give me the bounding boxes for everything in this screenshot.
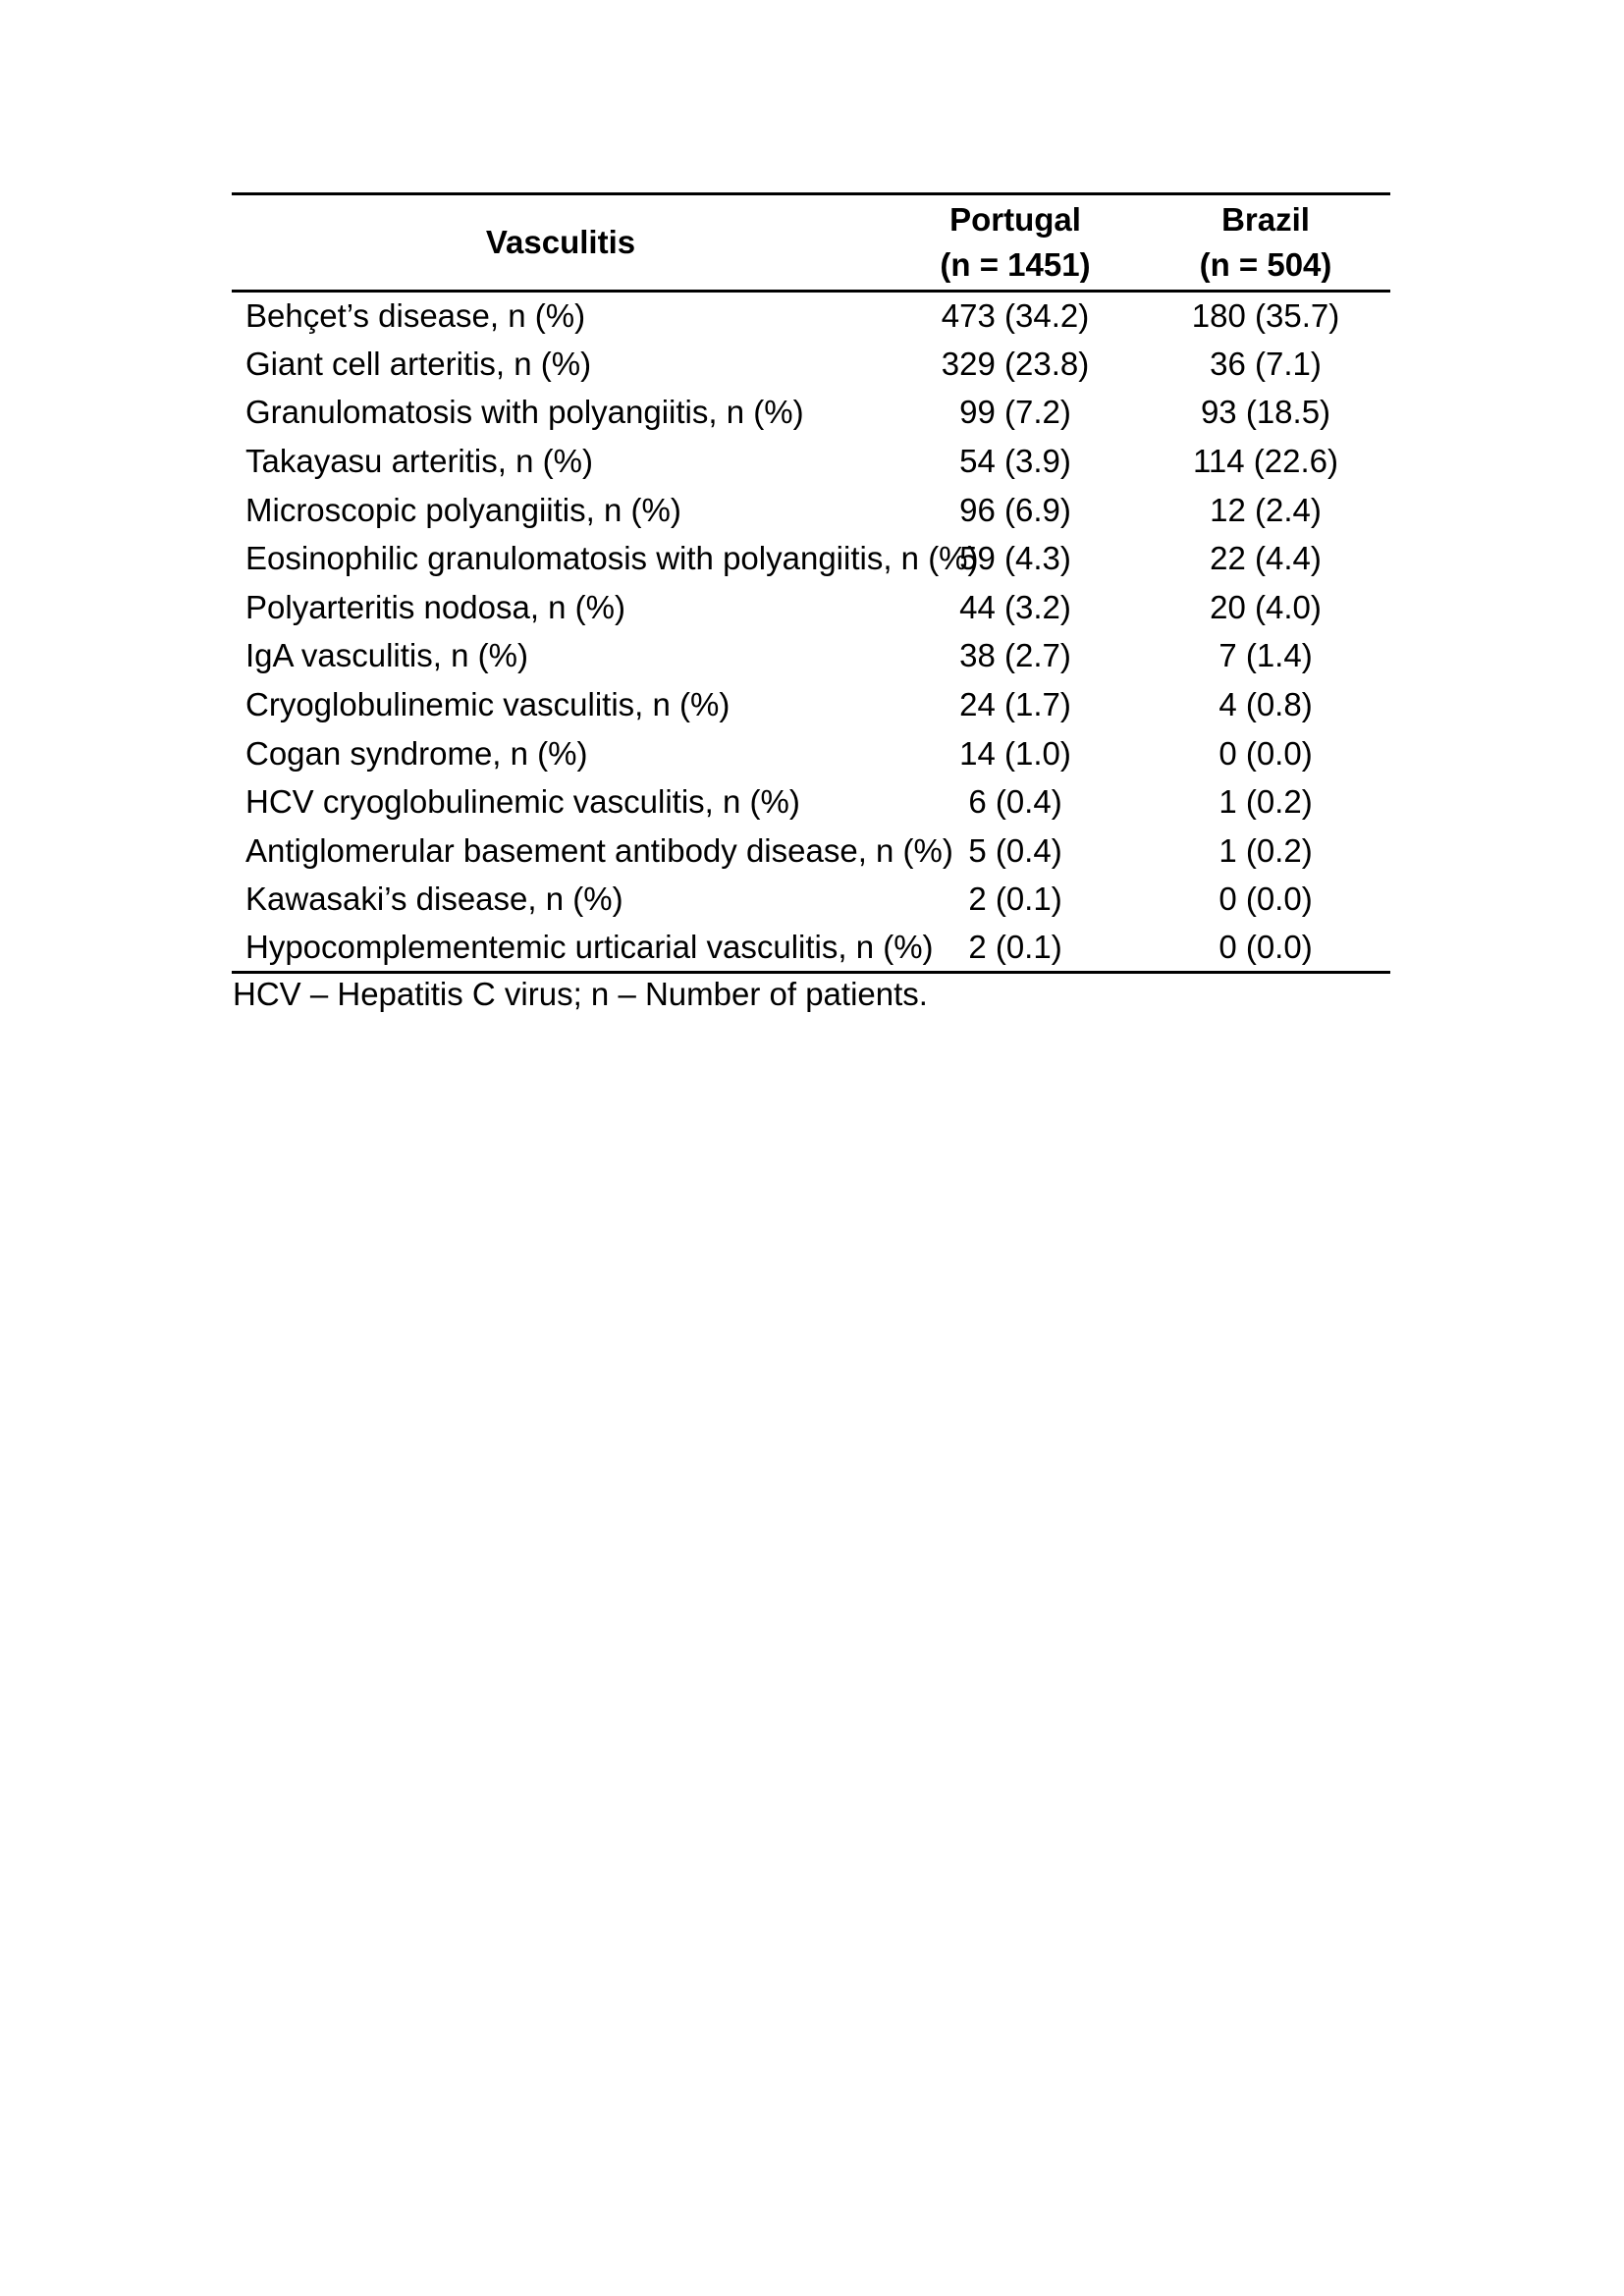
vasculitis-type: Antiglomerular basement antibody disease, n (%) bbox=[245, 831, 953, 869]
table-row bbox=[232, 876, 1390, 925]
vasculitis-type: Cryoglobulinemic vasculitis, n (%) bbox=[245, 686, 731, 723]
column-header-portugal-n: (n = 1451) bbox=[940, 246, 1091, 283]
vasculitis-type: Cogan syndrome, n (%) bbox=[245, 734, 588, 772]
brazil-value: 0 (0.0) bbox=[1218, 881, 1313, 918]
portugal-value: 5 (0.4) bbox=[968, 831, 1062, 869]
brazil-value: 0 (0.0) bbox=[1218, 929, 1313, 966]
brazil-value: 20 (4.0) bbox=[1210, 588, 1322, 625]
brazil-value: 1 (0.2) bbox=[1218, 783, 1313, 821]
table-row bbox=[232, 340, 1390, 389]
table-row bbox=[232, 534, 1390, 583]
vasculitis-type: Granulomatosis with polyangiitis, n (%) bbox=[245, 394, 804, 431]
brazil-value: 93 (18.5) bbox=[1200, 394, 1331, 431]
table-row bbox=[232, 292, 1390, 341]
table-row bbox=[232, 632, 1390, 681]
vasculitis-type: Kawasaki’s disease, n (%) bbox=[245, 881, 623, 918]
portugal-value: 44 (3.2) bbox=[959, 588, 1071, 625]
portugal-value: 38 (2.7) bbox=[959, 637, 1071, 674]
column-header-portugal-label: Portugal bbox=[949, 201, 1081, 238]
vasculitis-type: Behçet’s disease, n (%) bbox=[245, 297, 586, 335]
portugal-value: 99 (7.2) bbox=[959, 394, 1071, 431]
portugal-value: 473 (34.2) bbox=[941, 297, 1090, 335]
vasculitis-type: Microscopic polyangiitis, n (%) bbox=[245, 491, 681, 528]
portugal-value: 96 (6.9) bbox=[959, 491, 1071, 528]
vasculitis-type: HCV cryoglobulinemic vasculitis, n (%) bbox=[245, 783, 800, 821]
table-row bbox=[232, 729, 1390, 778]
vasculitis-type: Eosinophilic granulomatosis with polyangiitis, n (%) bbox=[245, 540, 979, 577]
brazil-value: 180 (35.7) bbox=[1191, 297, 1340, 335]
table-header bbox=[232, 194, 1390, 292]
table-row bbox=[232, 680, 1390, 729]
table-row bbox=[232, 827, 1390, 876]
vasculitis-type: Takayasu arteritis, n (%) bbox=[245, 443, 593, 480]
brazil-value: 36 (7.1) bbox=[1210, 345, 1322, 382]
column-header-brazil-n: (n = 504) bbox=[1199, 246, 1332, 283]
column-header-vasculitis bbox=[232, 194, 890, 292]
column-header-brazil bbox=[1141, 194, 1390, 292]
brazil-value: 22 (4.4) bbox=[1210, 540, 1322, 577]
brazil-value: 12 (2.4) bbox=[1210, 491, 1322, 528]
portugal-value: 2 (0.1) bbox=[968, 929, 1062, 966]
table-footnote: HCV – Hepatitis C virus; n – Number of patients. bbox=[233, 976, 928, 1012]
table-row bbox=[232, 437, 1390, 486]
portugal-value: 54 (3.9) bbox=[959, 443, 1071, 480]
brazil-value: 114 (22.6) bbox=[1193, 443, 1338, 480]
brazil-value: 4 (0.8) bbox=[1218, 686, 1313, 723]
vasculitis-table-container bbox=[232, 192, 1390, 974]
vasculitis-type: Giant cell arteritis, n (%) bbox=[245, 345, 592, 382]
table-row bbox=[232, 389, 1390, 438]
table-body bbox=[232, 292, 1390, 973]
vasculitis-table bbox=[232, 192, 1390, 974]
table-row bbox=[232, 486, 1390, 535]
portugal-value: 14 (1.0) bbox=[959, 734, 1071, 772]
table-row bbox=[232, 777, 1390, 827]
column-header-portugal bbox=[890, 194, 1141, 292]
table-row bbox=[232, 924, 1390, 973]
header-row bbox=[232, 194, 1390, 292]
column-header-brazil-label: Brazil bbox=[1221, 201, 1310, 238]
portugal-value: 59 (4.3) bbox=[959, 540, 1071, 577]
portugal-value: 24 (1.7) bbox=[959, 686, 1071, 723]
vasculitis-type: Polyarteritis nodosa, n (%) bbox=[245, 588, 625, 625]
brazil-value: 1 (0.2) bbox=[1218, 831, 1313, 869]
portugal-value: 2 (0.1) bbox=[968, 881, 1062, 918]
portugal-value: 329 (23.8) bbox=[941, 345, 1090, 382]
column-header-vasculitis-label: Vasculitis bbox=[485, 224, 636, 260]
portugal-value: 6 (0.4) bbox=[968, 783, 1062, 821]
brazil-value: 7 (1.4) bbox=[1218, 637, 1313, 674]
vasculitis-type: IgA vasculitis, n (%) bbox=[245, 637, 528, 674]
vasculitis-type: Hypocomplementemic urticarial vasculitis, n (%) bbox=[245, 929, 934, 966]
brazil-value: 0 (0.0) bbox=[1218, 734, 1313, 772]
table-row bbox=[232, 583, 1390, 632]
